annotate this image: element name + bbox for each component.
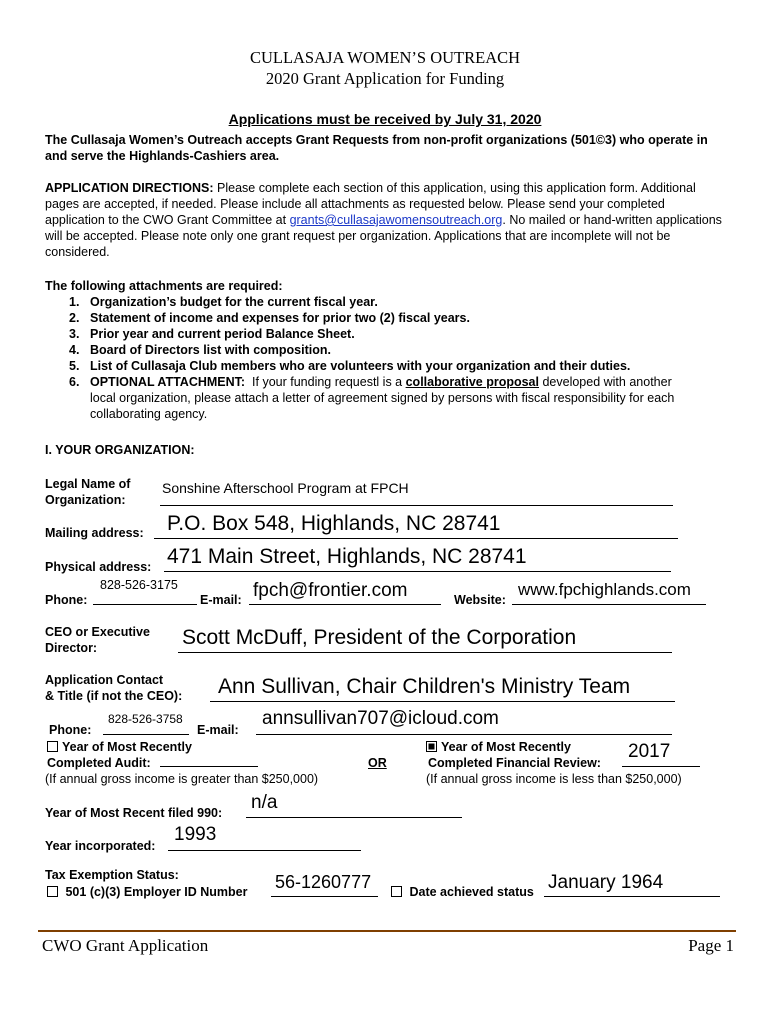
ceo-line [178, 652, 672, 653]
list-item-optional: 6. OPTIONAL ATTACHMENT: If your funding requestl is a collaborative proposal developed with another local organization, please attach a letter of agreement signed by persons with fiscal responsibility for each collaborating agency. [69, 375, 675, 421]
date-line [544, 896, 720, 897]
contact-phone-label: Phone: [49, 723, 92, 737]
intro-text: The Cullasaja Women’s Outreach accepts Grant Requests from non-profit organizations (501©3) who operate in and serve the Highlands-Cashiers area. [45, 133, 708, 163]
audit-line [160, 766, 258, 767]
audit-label: Year of Most Recently Completed Audit: [47, 740, 192, 770]
contact-email-label: E-mail: [197, 723, 239, 737]
date-label: Date achieved status [391, 884, 534, 900]
page-number: Page 1 [688, 936, 734, 955]
ein-checkbox[interactable] [47, 886, 58, 897]
contact-label: Application Contact & Title (if not the CEO): [45, 673, 183, 703]
mailing-field[interactable]: P.O. Box 548, Highlands, NC 28741 [167, 512, 501, 535]
legal-name-field[interactable]: Sonshine Afterschool Program at FPCH [162, 480, 409, 496]
tax-label: Tax Exemption Status: [45, 868, 179, 882]
list-item: 2. Statement of income and expenses for prior two (2) fiscal years. [69, 311, 470, 325]
review-note: (If annual gross income is less than $250,000) [426, 772, 682, 786]
review-label: Year of Most Recently Completed Financial Review: [428, 740, 601, 770]
contact-line [210, 701, 675, 702]
directions [45, 180, 725, 260]
phone-field[interactable]: 828-526-3175 [100, 578, 178, 592]
ein-line [271, 896, 378, 897]
filed990-label: Year of Most Recent filed 990: [45, 806, 223, 820]
phone-line [93, 604, 197, 605]
contact-email-field[interactable]: annsullivan707@icloud.com [262, 708, 499, 729]
ceo-label: CEO or Executive Director: [45, 625, 150, 655]
legal-name-line [160, 505, 673, 506]
ein-field[interactable]: 56-1260777 [275, 872, 372, 892]
website-line [512, 604, 706, 605]
mailing-label: Mailing address: [45, 526, 144, 540]
incorporated-line [168, 850, 361, 851]
website-field[interactable]: www.fpchighlands.com [518, 580, 691, 599]
list-item: 4. Board of Directors list with composition. [69, 343, 331, 357]
or-label: OR [368, 756, 387, 770]
footer-rule [38, 930, 736, 932]
deadline: Applications must be received by July 31, 2020 [228, 111, 542, 127]
attachments-heading: The following attachments are required: [45, 279, 283, 293]
audit-note: (If annual gross income is greater than $250,000) [45, 772, 319, 786]
incorporated-label: Year incorporated: [45, 839, 156, 853]
footer-title: CWO Grant Application [42, 936, 209, 955]
directions-text-2: . No mailed or hand-written applications will be accepted. Please note only one grant request per organization. Applications that are incomplete will not be considered. [45, 213, 722, 259]
email-line [249, 604, 441, 605]
ceo-field[interactable]: Scott McDuff, President of the Corporation [182, 626, 577, 649]
phone-label: Phone: [45, 593, 88, 607]
date-field[interactable]: January 1964 [548, 872, 664, 893]
contact-phone-field[interactable]: 828-526-3758 [108, 712, 183, 726]
list-item: 5. List of Cullasaja Club members who are volunteers with your organization and their duties. [69, 359, 631, 373]
contact-phone-line [103, 734, 189, 735]
mailing-line [154, 538, 678, 539]
list-item: 3. Prior year and current period Balance Sheet. [69, 327, 355, 341]
legal-name-label: Legal Name of Organization: [45, 477, 131, 507]
directions-text-1: Please complete each section of this application, using this application form. Additional pages are accepted, if needed. Please include all attachments as requested below. Please send your completed application to the CWO Grant Committee at [45, 181, 696, 227]
review-line [622, 766, 700, 767]
physical-field[interactable]: 471 Main Street, Highlands, NC 28741 [167, 545, 527, 568]
email-label: E-mail: [200, 593, 242, 607]
incorporated-field[interactable]: 1993 [174, 824, 217, 845]
directions-label: APPLICATION DIRECTIONS: [45, 181, 214, 195]
org-name: CULLASAJA WOMEN’S OUTREACH [249, 48, 521, 67]
contact-field[interactable]: Ann Sullivan, Chair Children's Ministry Team [218, 675, 631, 698]
audit-checkbox[interactable] [47, 741, 58, 752]
list-item: 1. Organization’s budget for the current fiscal year. [69, 295, 378, 309]
filed990-line [246, 817, 462, 818]
email-field[interactable]: fpch@frontier.com [253, 580, 408, 601]
date-checkbox[interactable] [391, 886, 402, 897]
website-label: Website: [454, 593, 506, 607]
review-checkbox[interactable] [426, 741, 437, 752]
grants-email-link[interactable]: grants@cullasajawomensoutreach.org [289, 213, 503, 227]
review-field[interactable]: 2017 [628, 741, 671, 762]
section-heading: I. YOUR ORGANIZATION: [45, 443, 195, 457]
filed990-field[interactable]: n/a [251, 792, 278, 813]
form-subtitle: 2020 Grant Application for Funding [265, 69, 505, 88]
attachments-list [45, 294, 725, 422]
physical-label: Physical address: [45, 560, 152, 574]
ein-label: 501 (c)(3) Employer ID Number [47, 884, 247, 900]
contact-email-line [256, 734, 672, 735]
physical-line [164, 571, 671, 572]
